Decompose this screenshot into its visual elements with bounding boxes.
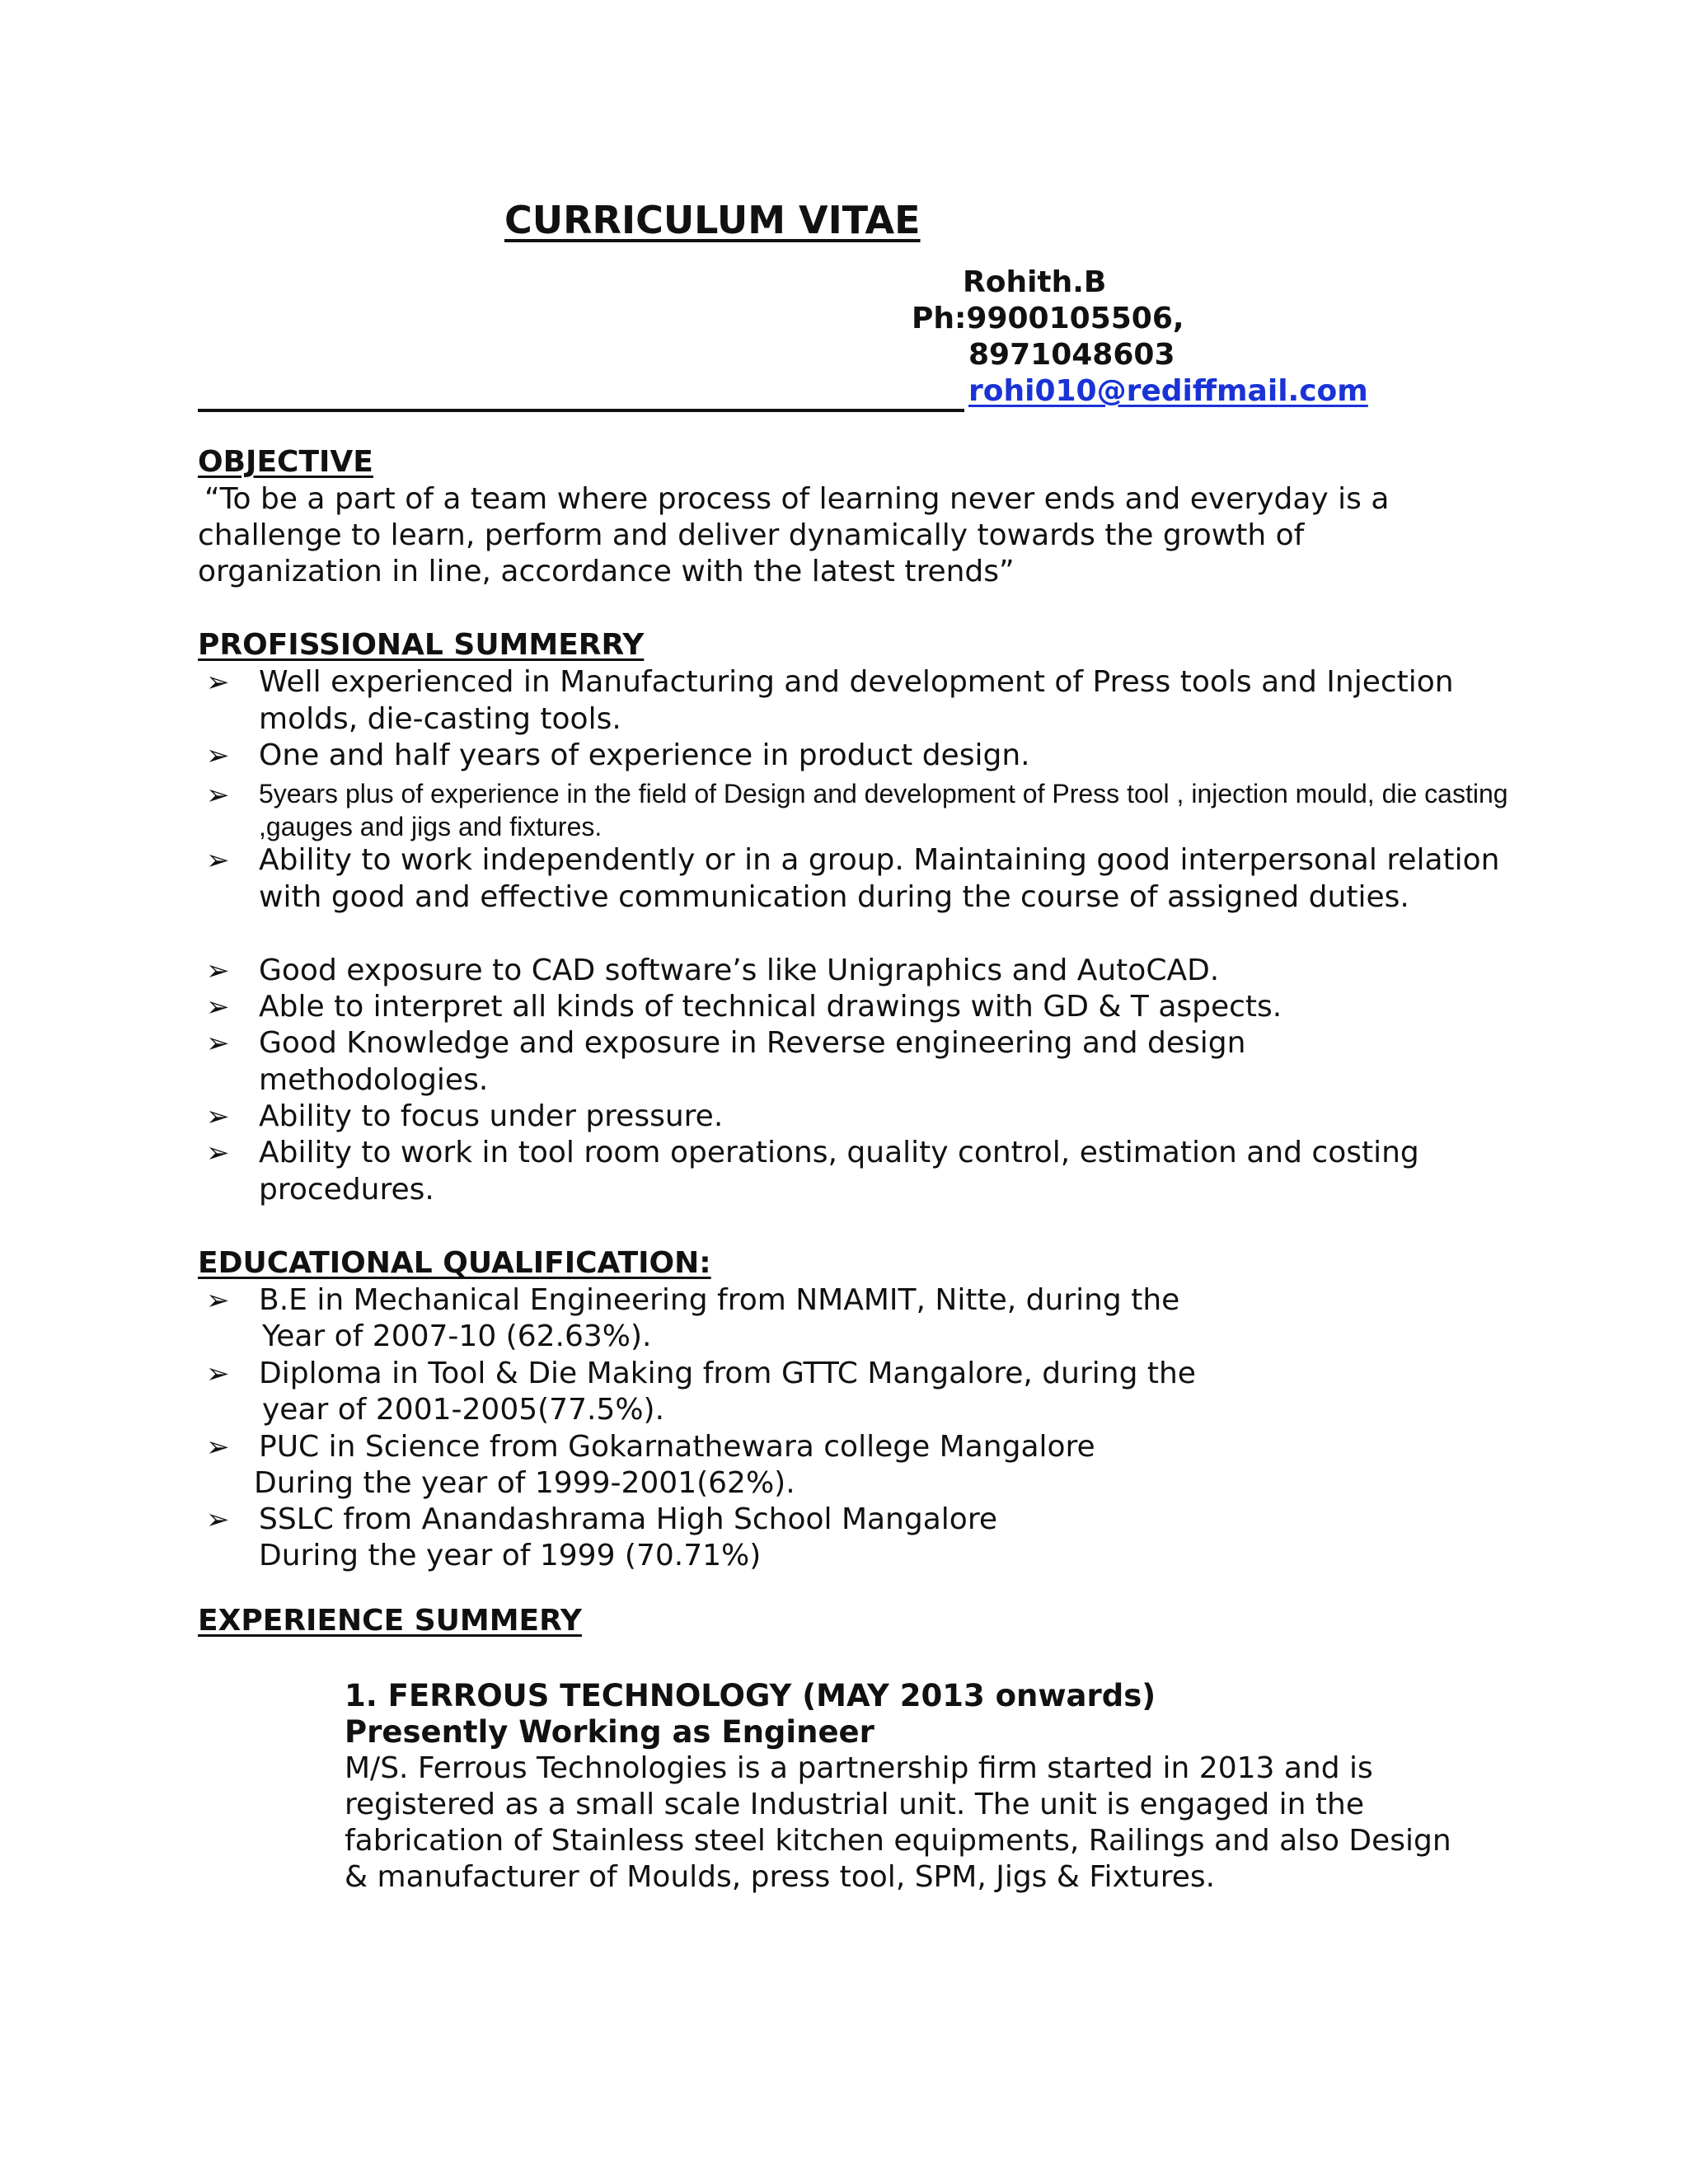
objective-heading: OBJECTIVE [198, 445, 373, 479]
arrow-bullet-icon: ➢ [206, 666, 230, 699]
email-link[interactable]: rohi010@rediffmail.com [968, 374, 1368, 408]
education-item-line: SSLC from Anandashrama High School Mangalore [259, 1502, 997, 1536]
summary-item-text: One and half years of experience in product design. [259, 738, 1030, 772]
phone-number-secondary: 8971048603 [968, 338, 1175, 372]
arrow-bullet-icon: ➢ [206, 1027, 230, 1060]
arrow-bullet-icon: ➢ [206, 954, 230, 987]
experience-entry-role: Presently Working as Engineer [345, 1714, 874, 1750]
experience-entry-title: 1. FERROUS TECHNOLOGY (MAY 2013 onwards) [345, 1678, 1156, 1713]
education-heading: EDUCATIONAL QUALIFICATION: [198, 1246, 711, 1280]
summary-item-text: Ability to work independently or in a group. Maintaining good interpersonal relation with good and effective communication during the course of assigned duties. [259, 843, 1500, 914]
education-item-line: PUC in Science from Gokarnathewara college Mangalore [259, 1430, 1095, 1464]
arrow-bullet-icon: ➢ [206, 844, 230, 877]
summary-item-text: Ability to focus under pressure. [259, 1099, 724, 1133]
arrow-bullet-icon: ➢ [206, 1137, 230, 1169]
arrow-bullet-icon: ➢ [206, 1431, 230, 1464]
experience-entry-line: & manufacturer of Moulds, press tool, SPM, Jigs & Fixtures. [345, 1860, 1216, 1894]
arrow-bullet-icon: ➢ [206, 739, 230, 772]
summary-item-text: 5years plus of experience in the field of Design and development of Press tool , injection mould, die casting ,gauges and jigs and fixtures. [259, 779, 1508, 841]
arrow-bullet-icon: ➢ [206, 991, 230, 1024]
education-item-line: B.E in Mechanical Engineering from NMAMIT, Nitte, during the [259, 1283, 1180, 1317]
experience-heading: EXPERIENCE SUMMERY [198, 1604, 582, 1638]
summary-item-text: Able to interpret all kinds of technical drawings with GD & T aspects. [259, 990, 1282, 1024]
objective-line: challenge to learn, perform and deliver dynamically towards the growth of [198, 518, 1305, 552]
page-title: CURRICULUM VITAE [504, 198, 921, 242]
experience-entry-line: registered as a small scale Industrial unit. The unit is engaged in the [345, 1788, 1365, 1821]
education-item-line: Year of 2007-10 (62.63%). [262, 1319, 652, 1353]
arrow-bullet-icon: ➢ [206, 1100, 230, 1133]
summary-item-text: Ability to work in tool room operations, quality control, estimation and costing procedures. [259, 1136, 1419, 1207]
summary-item-text: Good exposure to CAD software’s like Unigraphics and AutoCAD. [259, 954, 1220, 987]
summary-item-text: Good Knowledge and exposure in Reverse engineering and design methodologies. [259, 1026, 1246, 1097]
arrow-bullet-icon: ➢ [206, 1503, 230, 1536]
summary-item-text: Well experienced in Manufacturing and development of Press tools and Injection molds, die-casting tools. [259, 665, 1454, 736]
arrow-bullet-icon: ➢ [206, 1357, 230, 1390]
objective-line: “To be a part of a team where process of learning never ends and everyday is a [204, 482, 1390, 516]
arrow-bullet-icon: ➢ [206, 1284, 230, 1317]
arrow-bullet-icon: ➢ [206, 779, 230, 812]
education-item-line: Diploma in Tool & Die Making from GTTC Mangalore, during the [259, 1357, 1196, 1390]
education-item-line: During the year of 1999-2001(62%). [254, 1466, 795, 1500]
education-item-line: year of 2001-2005(77.5%). [262, 1393, 665, 1427]
experience-entry-line: fabrication of Stainless steel kitchen equipments, Railings and also Design [345, 1824, 1451, 1858]
summary-heading: PROFISSIONAL SUMMERRY [198, 628, 645, 662]
candidate-name: Rohith.B [963, 265, 1107, 299]
education-item-line: During the year of 1999 (70.71%) [259, 1539, 762, 1572]
header-divider [198, 409, 964, 412]
phone-number-primary: Ph:9900105506, [912, 302, 1184, 335]
experience-entry-line: M/S. Ferrous Technologies is a partnership firm started in 2013 and is [345, 1751, 1373, 1785]
objective-line: organization in line, accordance with the latest trends” [198, 555, 1015, 588]
